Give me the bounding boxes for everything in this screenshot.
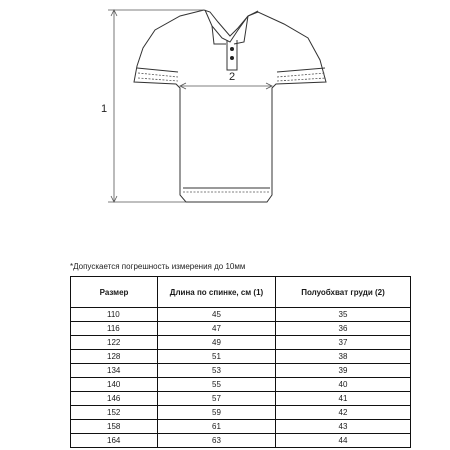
table-row [71,392,411,406]
back-length-cell: 59 [158,406,276,420]
half-chest-cell: 36 [276,322,411,336]
size-cell: 146 [71,392,158,406]
size-cell: 152 [71,406,158,420]
size-cell: 122 [71,336,158,350]
table-row [71,322,411,336]
chest-marker: 2 [229,71,236,83]
size-cell: 110 [71,308,158,322]
table-row [71,364,411,378]
size-cell: 128 [71,350,158,364]
half-chest-cell: 35 [276,308,411,322]
back-length-cell: 47 [158,322,276,336]
measurement-note: *Допускается погрешность измерения до 10мм [70,262,246,271]
half-chest-cell: 39 [276,364,411,378]
size-cell: 164 [71,434,158,448]
half-chest-cell: 40 [276,378,411,392]
header-half-chest: Полуобхват груди (2) [276,277,411,308]
table-row [71,308,411,322]
shirt-placket [227,40,237,70]
shirt-button [230,56,234,60]
shirt-outline [134,10,326,202]
table-row [71,434,411,448]
half-chest-cell: 43 [276,420,411,434]
half-chest-cell: 42 [276,406,411,420]
table-row [71,406,411,420]
half-chest-cell: 41 [276,392,411,406]
back-length-cell: 51 [158,350,276,364]
length-marker: 1 [101,103,108,115]
table-row [71,378,411,392]
header-back-length: Длина по спинке, см (1) [158,277,276,308]
size-cell: 134 [71,364,158,378]
half-chest-cell: 38 [276,350,411,364]
back-length-cell: 57 [158,392,276,406]
header-size: Размер [71,277,158,308]
back-length-cell: 55 [158,378,276,392]
shirt-button [230,47,234,51]
size-cell: 140 [71,378,158,392]
back-length-cell: 63 [158,434,276,448]
size-table [70,276,411,448]
back-length-cell: 61 [158,420,276,434]
table-header-row [71,277,411,308]
back-length-cell: 49 [158,336,276,350]
back-length-cell: 53 [158,364,276,378]
size-cell: 158 [71,420,158,434]
table-row [71,420,411,434]
half-chest-cell: 44 [276,434,411,448]
half-chest-cell: 37 [276,336,411,350]
table-row [71,336,411,350]
back-length-cell: 45 [158,308,276,322]
size-cell: 116 [71,322,158,336]
table-row [71,350,411,364]
